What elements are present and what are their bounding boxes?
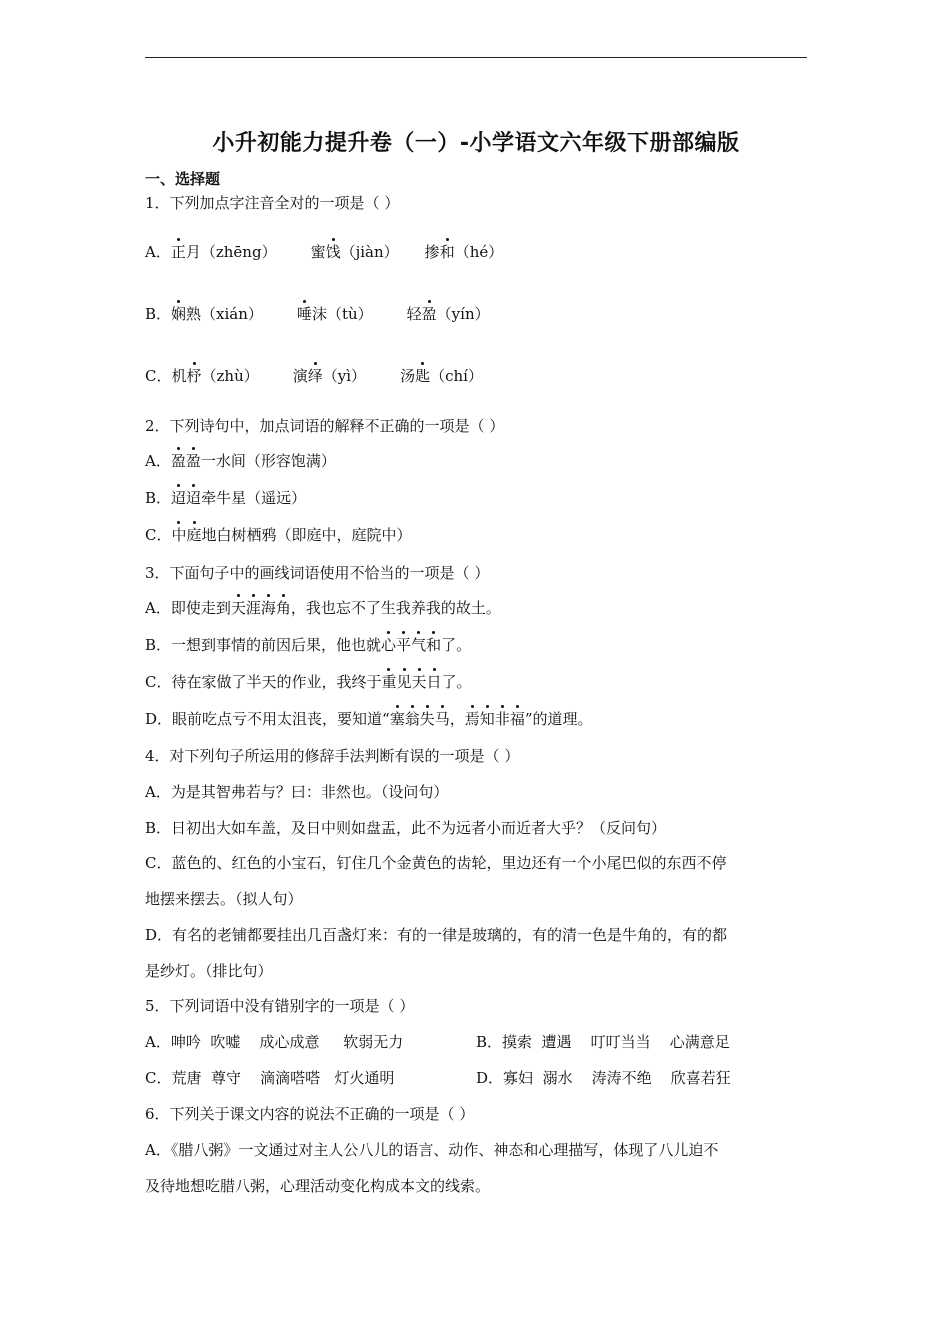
question-5-option-d: D．寡妇 溺水 涛涛不绝 欣喜若狂 <box>476 1069 731 1087</box>
question-2-option-b: B．迢迢牵牛星（遥远） <box>145 489 307 507</box>
question-4-option-d-line2: 是纱灯。（排比句） <box>145 962 273 980</box>
section-heading: 一、选择题 <box>145 170 221 188</box>
question-2-stem: 2．下列诗句中，加点词语的解释不正确的一项是（ ） <box>145 417 505 435</box>
question-4-option-d-line1: D．有名的老铺都要挂出几百盏灯来：有的一律是玻璃的，有的清一色是牛角的，有的都 <box>145 926 728 944</box>
question-3-option-c: C．待在家做了半天的作业，我终于重见天日了。 <box>145 673 472 691</box>
question-4-option-a: A．为是其智弗若与？曰：非然也。（设问句） <box>145 783 449 801</box>
question-6-option-a-line2: 及待地想吃腊八粥，心理活动变化构成本文的线索。 <box>145 1177 491 1195</box>
question-6-option-a-line1: A．《腊八粥》一文通过对主人公八儿的语言、动作、神态和心理描写，体现了八儿迫不 <box>145 1141 719 1159</box>
question-4-option-c-line1: C．蓝色的、红色的小宝石，钉住几个金黄色的齿轮，里边还有一个小尾巴似的东西不停 <box>145 854 727 872</box>
question-5-option-a: A．呻吟 吹嘘 成心成意 软弱无力 <box>145 1033 404 1051</box>
question-1-option-a: A．正月（zhēng） 蜜饯（jiàn） 掺和（hé） <box>145 243 504 261</box>
question-2-option-c: C．中庭地白树栖鸦（即庭中，庭院中） <box>145 526 412 544</box>
question-3-option-a: A．即使走到天涯海角，我也忘不了生我养我的故土。 <box>145 599 501 617</box>
question-5-stem: 5．下列词语中没有错别字的一项是（ ） <box>145 997 415 1015</box>
question-4-option-c-line2: 地摆来摆去。（拟人句） <box>145 890 303 908</box>
question-1-option-c: C．机杼（zhù） 演绎（yì） 汤匙（chí） <box>145 367 483 385</box>
header-rule <box>145 57 807 58</box>
question-4-option-b: B．日初出大如车盖，及日中则如盘盂，此不为远者小而近者大乎？（反问句） <box>145 819 667 837</box>
question-4-stem: 4．对下列句子所运用的修辞手法判断有误的一项是（ ） <box>145 747 520 765</box>
question-5-option-b: B．摸索 遭遇 叮叮当当 心满意足 <box>476 1033 730 1051</box>
question-1-stem: 1．下列加点字注音全对的一项是（ ） <box>145 194 400 212</box>
question-6-stem: 6．下列关于课文内容的说法不正确的一项是（ ） <box>145 1105 475 1123</box>
question-3-option-d: D．眼前吃点亏不用太沮丧，要知道“塞翁失马，焉知非福”的道理。 <box>145 710 593 728</box>
question-2-option-a: A．盈盈一水间（形容饱满） <box>145 452 336 470</box>
question-1-option-b: B．娴熟（xián） 唾沫（tù） 轻盈（yín） <box>145 305 490 323</box>
question-5-option-c: C．荒唐 尊守 滴滴嗒嗒 灯火通明 <box>145 1069 395 1087</box>
question-3-stem: 3．下面句子中的画线词语使用不恰当的一项是（ ） <box>145 564 490 582</box>
page-title: 小升初能力提升卷（一）-小学语文六年级下册部编版 <box>212 131 740 156</box>
question-3-option-b: B．一想到事情的前因后果，他也就心平气和了。 <box>145 636 472 654</box>
